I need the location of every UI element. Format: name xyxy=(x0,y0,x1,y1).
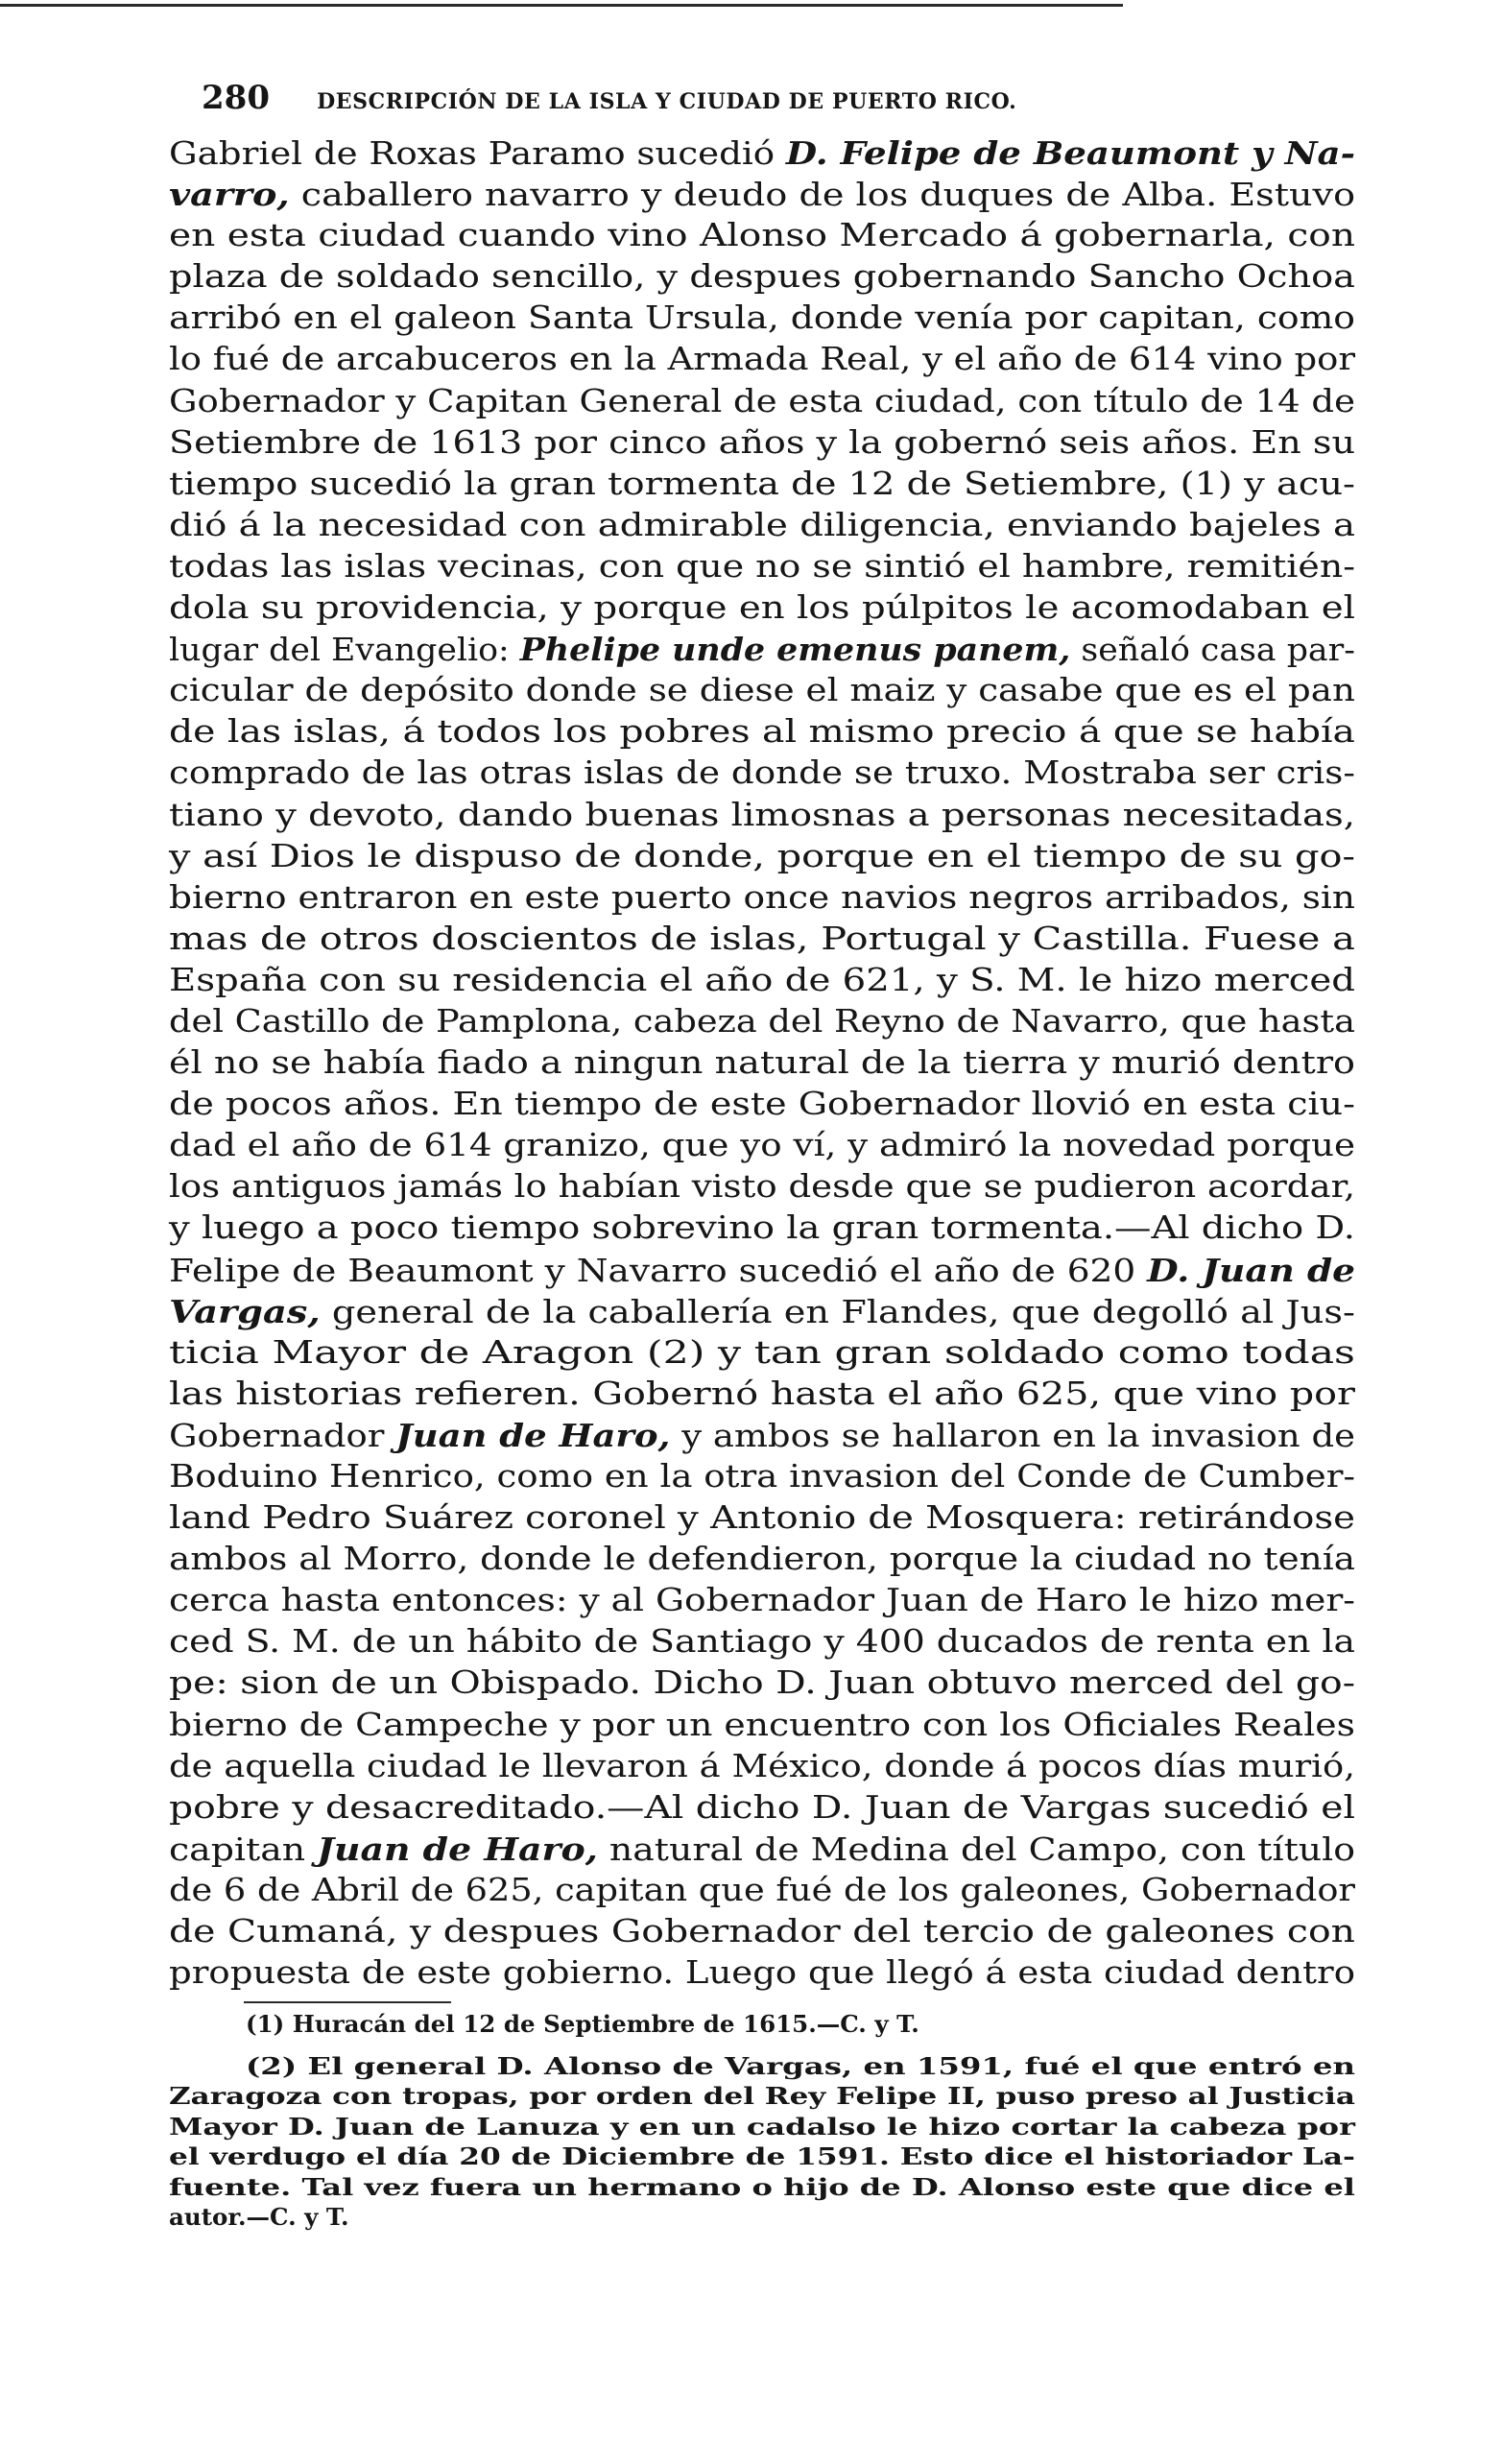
text-segment: los antiguos jamás lo habían visto desde que se pudieron acordar, xyxy=(169,1168,1355,1206)
italic-text: D. Felipe de Beaumont y Na- xyxy=(785,134,1355,172)
text-segment: las historias refieren. Gobernó hasta el año 625, que vino por xyxy=(169,1375,1355,1412)
footnote-line: Mayor D. Juan de Lanuza y en un cadalso le hizo cortar la cabeza por xyxy=(169,2112,1355,2141)
text-line xyxy=(169,1911,1355,1952)
text-segment: ticia Mayor de Aragon (2) y tan gran soldado como todas xyxy=(169,1333,1355,1371)
text-line xyxy=(169,670,1355,711)
text-segment: de pocos años. En tiempo de este Gobernador llovió en esta ciu- xyxy=(169,1086,1355,1123)
top-edge-rule xyxy=(0,4,1123,7)
text-line xyxy=(169,381,1355,422)
text-segment: dad el año de 614 granizo, que yo ví, y admiró la novedad porque xyxy=(169,1127,1355,1164)
italic-text: D. Juan de xyxy=(1147,1251,1355,1289)
text-segment: del Castillo de Pamplona, cabeza del Reyno de Navarro, que hasta xyxy=(169,1002,1355,1040)
text-line xyxy=(169,298,1355,339)
text-line xyxy=(169,1580,1355,1621)
text-segment: bierno entraron en este puerto once navios negros arribados, sin xyxy=(169,878,1355,916)
text-segment: lugar del Evangelio: xyxy=(169,632,520,669)
text-line xyxy=(169,1621,1355,1663)
page-number: 280 xyxy=(202,79,270,117)
text-line xyxy=(169,1415,1355,1456)
footnote-line: fuente. Tal vez fuera un hermano o hijo de D. Alonso este que dice el xyxy=(169,2172,1355,2201)
text-line xyxy=(169,753,1355,794)
text-segment: y ambos se hallaron en la invasion de xyxy=(670,1417,1355,1454)
text-segment: bierno de Campeche y por un encuentro con los Oficiales Reales xyxy=(169,1706,1355,1743)
text-segment: Gabriel de Roxas Paramo sucedió xyxy=(169,135,786,172)
text-segment: ambos al Morro, donde le defendieron, porque la ciudad no tenía xyxy=(169,1541,1355,1578)
text-line xyxy=(169,919,1355,960)
text-line xyxy=(169,1539,1355,1580)
text-line xyxy=(169,877,1355,919)
italic-text: Juan de Haro, xyxy=(395,1416,671,1454)
text-line xyxy=(169,464,1355,505)
text-segment: propuesta de este gobierno. Luego que llegó á esta ciudad dentro xyxy=(169,1954,1355,1992)
text-line xyxy=(169,1829,1355,1870)
text-line xyxy=(169,629,1355,670)
main-text xyxy=(169,132,1355,1994)
text-line xyxy=(169,795,1355,836)
text-segment: comprado de las otras islas de donde se truxo. Mostraba ser cris- xyxy=(169,754,1355,792)
italic-text: Juan de Haro, xyxy=(317,1830,598,1868)
footnote-line: Zaragoza con tropas, por orden del Rey Felipe II, puso preso al Justicia xyxy=(169,2082,1355,2110)
text-line xyxy=(169,1456,1355,1497)
text-line xyxy=(169,1870,1355,1911)
text-segment: Gobernador y Capitan General de esta ciudad, con título de 14 de xyxy=(169,382,1355,419)
italic-text: Phelipe unde emenus panem, xyxy=(519,631,1071,669)
text-segment: España con su residencia el año de 621, y S. M. le hizo merced xyxy=(169,961,1355,998)
text-segment: cerca hasta entonces: y al Gobernador Juan de Haro le hizo mer- xyxy=(169,1582,1355,1619)
text-line xyxy=(169,1166,1355,1208)
text-segment: Gobernador xyxy=(169,1417,396,1454)
footnote-gap xyxy=(169,2040,1355,2051)
text-line xyxy=(169,1332,1355,1374)
text-segment: Boduino Henrico, como en la otra invasion del Conde de Cumber- xyxy=(169,1458,1355,1495)
text-line xyxy=(169,132,1355,174)
text-segment: tiempo sucedió la gran tormenta de 12 de Setiembre, (1) y acu- xyxy=(169,465,1355,502)
text-line xyxy=(169,215,1355,256)
text-segment: y así Dios le dispuso de donde, porque en el tiempo de su go- xyxy=(169,837,1355,874)
text-segment: dió á la necesidad con admirable diligencia, enviando bajeles a xyxy=(169,506,1355,543)
text-segment: todas las islas vecinas, con que no se sintió el hambre, remitién- xyxy=(169,547,1355,585)
text-segment: pobre y desacreditado.—Al dicho D. Juan de Vargas sucedió el xyxy=(169,1788,1355,1826)
text-line xyxy=(169,1374,1355,1415)
text-segment: dola su providencia, y porque en los púlpitos le acomodaban el xyxy=(169,589,1355,627)
text-line xyxy=(169,1663,1355,1704)
running-title: DESCRIPCIÓN DE LA ISLA Y CIUDAD DE PUERTO RICO. xyxy=(317,89,1017,114)
text-segment: tiano y devoto, dando buenas limosnas a personas necesitadas, xyxy=(169,796,1355,833)
text-segment: arribó en el galeon Santa Ursula, donde venía por capitan, como xyxy=(169,299,1355,337)
footnote-separator xyxy=(244,2001,451,2003)
text-line xyxy=(169,505,1355,546)
page-header xyxy=(202,79,1353,127)
text-line xyxy=(169,1042,1355,1084)
text-segment: de 6 de Abril de 625, capitan que fué de los galeones, Gobernador xyxy=(169,1871,1355,1908)
text-line xyxy=(169,836,1355,877)
text-segment: de las islas, á todos los pobres al mismo precio á que se había xyxy=(169,713,1355,751)
text-line xyxy=(169,1705,1355,1746)
text-segment: señaló casa par- xyxy=(1070,632,1355,669)
footnote-line: el verdugo el día 20 de Diciembre de 1591. Esto dice el historiador La- xyxy=(169,2142,1355,2170)
text-segment: lo fué de arcabuceros en la Armada Real, y el año de 614 vino por xyxy=(169,341,1355,378)
italic-text: Vargas, xyxy=(169,1292,321,1330)
text-segment: en esta ciudad cuando vino Alonso Mercado á gobernarla, con xyxy=(169,217,1355,254)
text-line xyxy=(169,1952,1355,1994)
text-line xyxy=(169,1787,1355,1829)
text-line xyxy=(169,422,1355,464)
text-segment: de Cumaná, y despues Gobernador del tercio de galeones con xyxy=(169,1913,1355,1950)
text-line xyxy=(169,587,1355,629)
text-line xyxy=(169,1084,1355,1125)
footnote-line: autor.—C. y T. xyxy=(169,2203,349,2231)
text-segment: cicular de depósito donde se diese el maiz y casabe que es el pan xyxy=(169,672,1355,709)
text-line xyxy=(169,1291,1355,1332)
text-line xyxy=(169,1001,1355,1042)
text-segment: land Pedro Suárez coronel y Antonio de Mosquera: retirándose xyxy=(169,1499,1355,1537)
text-line xyxy=(169,1250,1355,1291)
text-segment: Felipe de Beaumont y Navarro sucedió el año de 620 xyxy=(169,1252,1148,1289)
text-segment: pe: sion de un Obispado. Dicho D. Juan obtuvo merced del go- xyxy=(169,1664,1355,1702)
text-segment: de aquella ciudad le llevaron á México, donde á pocos días murió, xyxy=(169,1747,1355,1784)
text-segment: mas de otros doscientos de islas, Portugal y Castilla. Fuese a xyxy=(169,920,1355,957)
text-segment: plaza de soldado sencillo, y despues gobernando Sancho Ochoa xyxy=(169,258,1355,296)
footnote-line: (2) El general D. Alonso de Vargas, en 1591, fué el que entró en xyxy=(246,2051,1355,2080)
text-line xyxy=(169,711,1355,753)
text-segment: caballero navarro y deudo de los duques de Alba. Estuvo xyxy=(289,177,1355,214)
text-line xyxy=(169,339,1355,380)
text-line xyxy=(169,1497,1355,1539)
text-segment: él no se había fiado a ningun natural de la tierra y murió dentro xyxy=(169,1044,1355,1082)
text-line xyxy=(169,546,1355,587)
text-line xyxy=(169,174,1355,215)
text-segment: general de la caballería en Flandes, que degolló al Jus- xyxy=(320,1293,1355,1330)
footnotes xyxy=(169,2009,1355,2233)
text-segment: capitan xyxy=(169,1830,318,1868)
text-line xyxy=(169,960,1355,1001)
text-segment: natural de Medina del Campo, con título xyxy=(597,1830,1355,1868)
text-segment: y luego a poco tiempo sobrevino la gran tormenta.—Al dicho D. xyxy=(169,1209,1355,1247)
footnote-line: (1) Huracán del 12 de Septiembre de 1615.—C. y T. xyxy=(246,2010,919,2038)
text-line xyxy=(169,1746,1355,1787)
text-segment: Setiembre de 1613 por cinco años y la gobernó seis años. En su xyxy=(169,423,1355,461)
text-line xyxy=(169,1125,1355,1166)
text-segment: ced S. M. de un hábito de Santiago y 400 ducados de renta en la xyxy=(169,1623,1355,1661)
italic-text: varro, xyxy=(169,176,290,214)
text-line xyxy=(169,1208,1355,1249)
text-line xyxy=(169,256,1355,298)
